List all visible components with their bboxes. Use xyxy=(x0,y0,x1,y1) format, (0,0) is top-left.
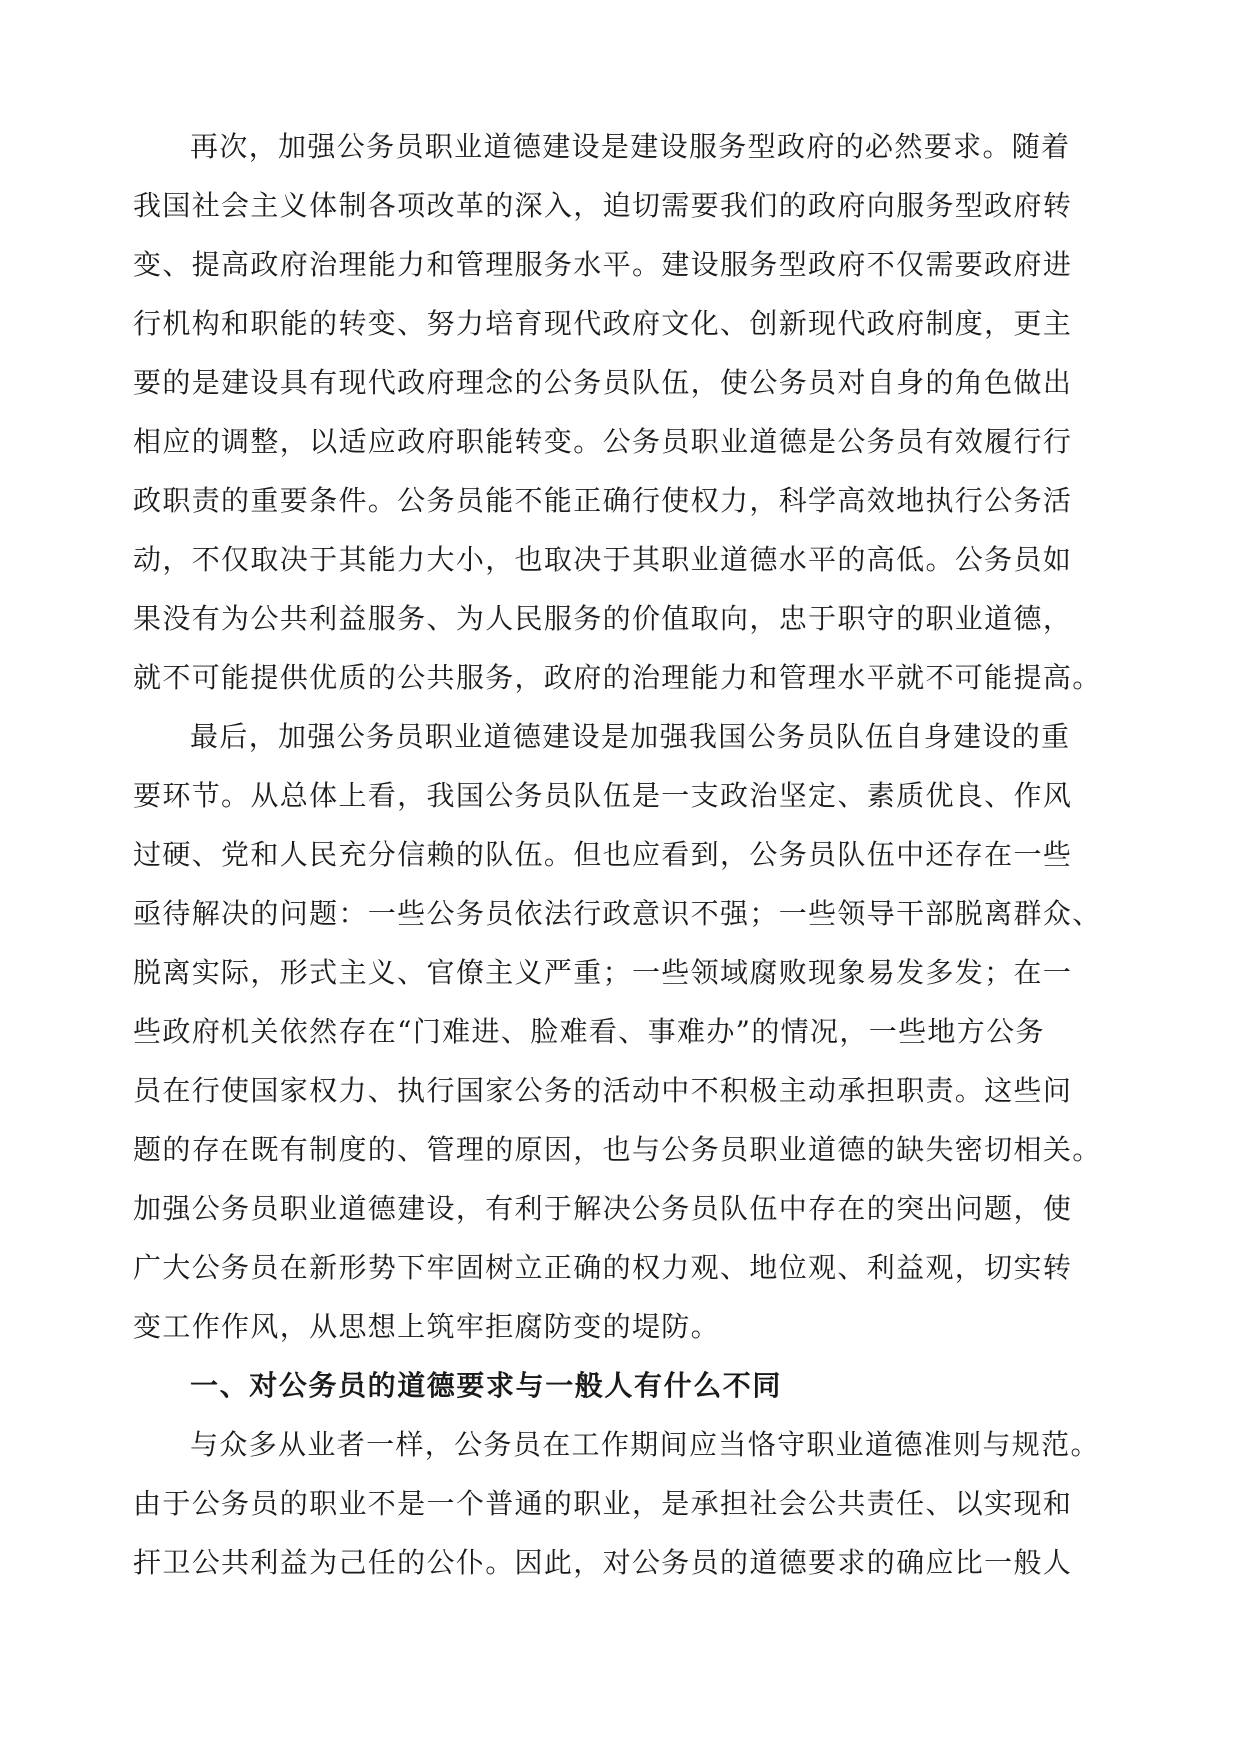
paragraph-line: 再次，加强公务员职业道德建设是建设服务型政府的必然要求。随着 xyxy=(190,130,1071,163)
paragraph-line: 题的存在既有制度的、管理的原因，也与公务员职业道德的缺失密切相关。 xyxy=(133,1133,1102,1166)
paragraph-line: 行机构和职能的转变、努力培育现代政府文化、创新现代政府制度，更主 xyxy=(133,307,1073,340)
paragraph-line: 脱离实际，形式主义、官僚主义严重；一些领域腐败现象易发多发；在一 xyxy=(133,956,1073,989)
paragraph-line: 果没有为公共利益服务、为人民服务的价值取向，忠于职守的职业道德， xyxy=(133,602,1073,635)
paragraph-line: 些政府机关依然存在“门难进、脸难看、事难办”的情况，一些地方公务 xyxy=(133,1015,1045,1048)
paragraph-line: 亟待解决的问题：一些公务员依法行政意识不强；一些领导干部脱离群众、 xyxy=(133,897,1102,930)
paragraph-line: 要环节。从总体上看，我国公务员队伍是一支政治坚定、素质优良、作风 xyxy=(133,779,1073,812)
paragraph-line: 政职责的重要条件。公务员能不能正确行使权力，科学高效地执行公务活 xyxy=(133,484,1073,517)
paragraph-line: 由于公务员的职业不是一个普通的职业，是承担社会公共责任、以实现和 xyxy=(133,1487,1073,1520)
paragraph-line: 员在行使国家权力、执行国家公务的活动中不积极主动承担职责。这些问 xyxy=(133,1074,1073,1107)
paragraph-line: 要的是建设具有现代政府理念的公务员队伍，使公务员对自身的角色做出 xyxy=(133,366,1073,399)
paragraph-line: 变、提高政府治理能力和管理服务水平。建设服务型政府不仅需要政府进 xyxy=(133,248,1073,281)
paragraph-line: 变工作作风，从思想上筑牢拒腐防变的堤防。 xyxy=(133,1310,721,1343)
paragraph-line: 广大公务员在新形势下牢固树立正确的权力观、地位观、利益观，切实转 xyxy=(133,1251,1073,1284)
paragraph-line: 加强公务员职业道德建设，有利于解决公务员队伍中存在的突出问题，使 xyxy=(133,1192,1073,1225)
paragraph-line: 就不可能提供优质的公共服务，政府的治理能力和管理水平就不可能提高。 xyxy=(133,661,1102,694)
paragraph-line: 扞卫公共利益为己任的公仆。因此，对公务员的道德要求的确应比一般人 xyxy=(133,1546,1073,1579)
paragraph-line: 动，不仅取决于其能力大小，也取决于其职业道德水平的高低。公务员如 xyxy=(133,543,1073,576)
paragraph-line: 与众多从业者一样，公务员在工作期间应当恪守职业道德准则与规范。 xyxy=(190,1428,1100,1461)
paragraph-line: 我国社会主义体制各项改革的深入，迫切需要我们的政府向服务型政府转 xyxy=(133,189,1073,222)
paragraph-line: 最后，加强公务员职业道德建设是加强我国公务员队伍自身建设的重 xyxy=(190,720,1071,753)
paragraph-line: 过硬、党和人民充分信赖的队伍。但也应看到，公务员队伍中还存在一些 xyxy=(133,838,1073,871)
section-heading: 一、对公务员的道德要求与一般人有什么不同 xyxy=(190,1369,783,1402)
paragraph-line: 相应的调整，以适应政府职能转变。公务员职业道德是公务员有效履行行 xyxy=(133,425,1073,458)
